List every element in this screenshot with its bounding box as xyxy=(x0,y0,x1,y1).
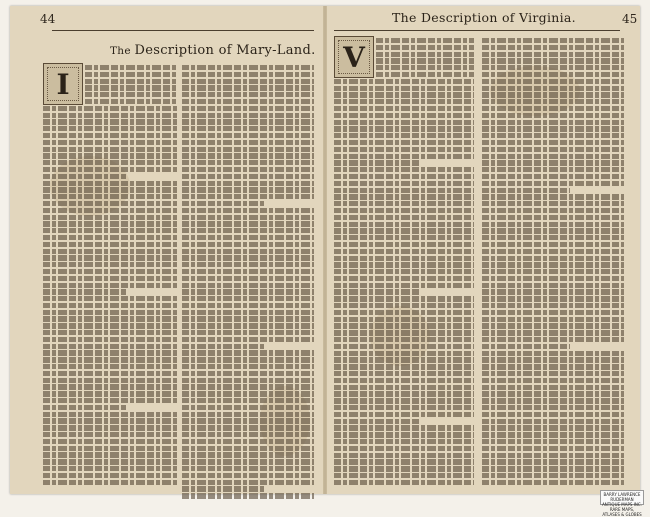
text-line xyxy=(334,160,421,165)
text-line xyxy=(482,473,624,478)
text-line xyxy=(182,432,314,437)
text-line xyxy=(43,439,177,444)
text-line xyxy=(334,364,474,369)
text-line xyxy=(482,249,624,254)
text-line xyxy=(482,92,624,97)
text-line xyxy=(482,99,624,104)
text-line xyxy=(182,85,314,90)
text-line xyxy=(43,473,177,478)
text-line xyxy=(43,384,177,389)
text-line xyxy=(482,412,624,417)
text-line xyxy=(182,289,314,294)
text-line xyxy=(334,167,474,172)
text-line xyxy=(334,79,474,84)
text-line xyxy=(43,153,177,158)
text-line xyxy=(334,256,474,261)
text-line xyxy=(182,398,314,403)
text-line xyxy=(482,201,624,206)
text-line xyxy=(182,262,314,267)
text-line xyxy=(43,405,126,410)
text-line xyxy=(376,45,474,50)
text-line xyxy=(43,242,177,247)
text-line xyxy=(182,323,314,328)
text-line xyxy=(482,58,624,63)
text-line xyxy=(182,350,314,355)
text-line xyxy=(482,65,624,70)
text-line xyxy=(482,86,624,91)
text-line xyxy=(182,486,264,491)
text-line xyxy=(334,106,474,111)
text-line xyxy=(43,235,177,240)
text-line xyxy=(43,323,177,328)
right-page xyxy=(326,6,640,494)
text-line xyxy=(482,106,624,111)
text-line xyxy=(182,303,314,308)
text-line xyxy=(43,364,177,369)
drop-cap: I xyxy=(43,63,83,105)
text-line xyxy=(182,480,314,485)
text-line xyxy=(43,337,177,342)
text-line xyxy=(43,167,177,172)
text-line xyxy=(482,140,624,145)
text-column-1 xyxy=(43,65,177,486)
text-line xyxy=(182,79,314,84)
text-line xyxy=(482,113,624,118)
text-line xyxy=(43,452,177,457)
text-line xyxy=(182,167,314,172)
text-line xyxy=(182,412,314,417)
text-line xyxy=(482,466,624,471)
text-line xyxy=(182,72,314,77)
text-line xyxy=(334,92,474,97)
text-line xyxy=(43,466,177,471)
text-line xyxy=(482,45,624,50)
text-line xyxy=(482,208,624,213)
text-line xyxy=(182,405,314,410)
text-line xyxy=(334,473,474,478)
text-line xyxy=(43,160,177,165)
text-line xyxy=(482,432,624,437)
text-line xyxy=(182,418,314,423)
text-line xyxy=(182,187,314,192)
header-rule xyxy=(52,30,314,31)
text-line xyxy=(182,452,314,457)
text-line xyxy=(43,276,177,281)
text-line xyxy=(482,154,624,159)
text-line xyxy=(43,140,177,145)
text-line xyxy=(482,256,624,261)
text-line xyxy=(482,147,624,152)
text-line xyxy=(376,52,474,57)
text-line xyxy=(182,439,314,444)
text-line xyxy=(43,147,177,152)
text-line xyxy=(334,378,474,383)
text-line xyxy=(482,215,624,220)
text-line xyxy=(182,201,264,206)
text-line xyxy=(482,160,624,165)
text-line xyxy=(43,283,177,288)
text-line xyxy=(182,153,314,158)
text-line xyxy=(43,357,177,362)
text-line xyxy=(334,235,474,240)
text-line xyxy=(182,344,264,349)
text-line xyxy=(482,453,624,458)
text-line xyxy=(334,480,474,485)
text-line xyxy=(43,133,177,138)
text-line xyxy=(334,269,474,274)
text-line xyxy=(43,262,177,267)
text-line xyxy=(482,391,624,396)
text-line xyxy=(334,181,474,186)
text-line xyxy=(482,262,624,267)
text-line xyxy=(182,283,314,288)
text-line xyxy=(85,99,177,104)
text-line xyxy=(482,174,624,179)
text-line xyxy=(182,194,314,199)
text-line xyxy=(334,242,474,247)
text-line xyxy=(182,364,314,369)
text-line xyxy=(182,208,314,213)
text-line xyxy=(334,303,474,308)
text-line xyxy=(482,303,624,308)
text-line xyxy=(182,316,314,321)
text-line xyxy=(43,330,177,335)
text-line xyxy=(334,439,474,444)
text-line xyxy=(182,65,314,70)
text-line xyxy=(182,99,314,104)
text-line xyxy=(376,72,474,77)
text-line xyxy=(334,391,474,396)
text-line xyxy=(334,276,474,281)
text-line xyxy=(182,276,314,281)
text-line xyxy=(334,419,421,424)
text-line xyxy=(482,405,624,410)
text-line xyxy=(182,371,314,376)
dealer-label: BARRY LAWRENCE RUDERMAN ANTIQUE MAPS INC. RARE MAPS, ATLASES & GLOBES xyxy=(600,490,644,505)
text-line xyxy=(334,249,474,254)
text-line xyxy=(482,194,624,199)
text-line xyxy=(43,215,177,220)
text-line xyxy=(482,296,624,301)
text-line xyxy=(482,283,624,288)
text-line xyxy=(334,99,474,104)
text-line xyxy=(482,439,624,444)
text-line xyxy=(482,167,624,172)
text-line xyxy=(482,323,624,328)
text-line xyxy=(334,86,474,91)
left-page xyxy=(10,6,324,494)
text-line xyxy=(334,310,474,315)
text-line xyxy=(85,85,177,90)
text-line xyxy=(85,92,177,97)
text-line xyxy=(182,242,314,247)
text-line xyxy=(85,79,177,84)
text-line xyxy=(334,215,474,220)
text-line xyxy=(482,242,624,247)
text-line xyxy=(334,412,474,417)
text-line xyxy=(182,425,314,430)
text-line xyxy=(334,201,474,206)
text-line xyxy=(334,188,474,193)
text-line xyxy=(182,181,314,186)
text-line xyxy=(334,228,474,233)
text-line xyxy=(182,174,314,179)
text-line xyxy=(482,344,570,349)
text-line xyxy=(334,126,474,131)
text-line xyxy=(482,222,624,227)
text-line xyxy=(182,221,314,226)
text-line xyxy=(182,126,314,131)
text-line xyxy=(182,493,314,498)
text-line xyxy=(43,378,177,383)
text-line xyxy=(334,425,474,430)
text-line xyxy=(376,38,474,43)
text-line xyxy=(482,276,624,281)
text-line xyxy=(482,385,624,390)
text-column-2 xyxy=(482,38,624,487)
text-line xyxy=(334,337,474,342)
text-line xyxy=(482,228,624,233)
text-line xyxy=(482,52,624,57)
text-line xyxy=(182,113,314,118)
text-line xyxy=(482,419,624,424)
text-line xyxy=(482,188,570,193)
text-line xyxy=(334,154,474,159)
text-line xyxy=(482,459,624,464)
text-line xyxy=(482,371,624,376)
text-line xyxy=(182,446,314,451)
text-line xyxy=(482,337,624,342)
text-line xyxy=(334,113,474,118)
text-line xyxy=(482,480,624,485)
text-line xyxy=(482,38,624,43)
text-line xyxy=(43,201,177,206)
text-line xyxy=(482,235,624,240)
text-line xyxy=(43,412,177,417)
text-line xyxy=(43,119,177,124)
text-line xyxy=(182,473,314,478)
text-line xyxy=(334,385,474,390)
text-line xyxy=(482,378,624,383)
text-line xyxy=(376,65,474,70)
text-line xyxy=(334,317,474,322)
text-line xyxy=(182,255,314,260)
text-line xyxy=(482,357,624,362)
text-line xyxy=(334,398,474,403)
text-line xyxy=(43,249,177,254)
text-line xyxy=(43,418,177,423)
text-line xyxy=(43,446,177,451)
text-line xyxy=(182,296,314,301)
page-number: 45 xyxy=(622,12,638,26)
text-line xyxy=(334,323,474,328)
text-line xyxy=(482,79,624,84)
text-line xyxy=(334,262,474,267)
text-line xyxy=(85,65,177,70)
text-line xyxy=(482,120,624,125)
text-line xyxy=(482,133,624,138)
text-line xyxy=(482,351,624,356)
text-line xyxy=(334,222,474,227)
text-line xyxy=(334,344,474,349)
text-line xyxy=(334,371,474,376)
text-line xyxy=(43,316,177,321)
text-line xyxy=(43,344,177,349)
text-line xyxy=(182,357,314,362)
text-line xyxy=(43,106,177,111)
text-line xyxy=(334,174,474,179)
text-line xyxy=(334,296,474,301)
text-line xyxy=(43,350,177,355)
text-line xyxy=(482,72,624,77)
text-line xyxy=(182,337,314,342)
text-line xyxy=(43,194,177,199)
text-line xyxy=(43,126,177,131)
text-line xyxy=(43,208,177,213)
text-line xyxy=(182,459,314,464)
text-line xyxy=(334,208,474,213)
text-line xyxy=(182,119,314,124)
text-line xyxy=(182,92,314,97)
text-line xyxy=(334,459,474,464)
text-line xyxy=(182,384,314,389)
text-line xyxy=(334,432,474,437)
text-line xyxy=(43,303,177,308)
text-line xyxy=(85,72,177,77)
text-line xyxy=(334,283,474,288)
text-column-2 xyxy=(182,65,314,500)
text-line xyxy=(182,310,314,315)
text-line xyxy=(482,425,624,430)
text-line xyxy=(43,432,177,437)
text-line xyxy=(43,221,177,226)
text-line xyxy=(182,235,314,240)
text-line xyxy=(334,133,474,138)
text-line xyxy=(182,147,314,152)
text-line xyxy=(182,378,314,383)
text-line xyxy=(182,330,314,335)
text-line xyxy=(182,133,314,138)
text-line xyxy=(376,58,474,63)
text-line xyxy=(43,425,177,430)
text-line xyxy=(482,330,624,335)
text-line xyxy=(482,364,624,369)
text-line xyxy=(482,126,624,131)
text-line xyxy=(482,181,624,186)
text-line xyxy=(43,113,177,118)
text-line xyxy=(182,160,314,165)
text-line xyxy=(334,351,474,356)
text-line xyxy=(43,398,177,403)
text-line xyxy=(182,106,314,111)
text-line xyxy=(334,466,474,471)
text-line xyxy=(482,398,624,403)
text-line xyxy=(182,269,314,274)
text-line xyxy=(334,330,474,335)
text-line xyxy=(182,215,314,220)
text-line xyxy=(43,269,177,274)
text-line xyxy=(482,317,624,322)
text-line xyxy=(43,228,177,233)
text-line xyxy=(182,391,314,396)
text-line xyxy=(43,296,177,301)
text-line xyxy=(334,453,474,458)
text-line xyxy=(43,459,177,464)
text-line xyxy=(43,174,126,179)
text-line xyxy=(482,310,624,315)
text-column-1 xyxy=(334,38,474,487)
text-line xyxy=(334,289,421,294)
text-line xyxy=(43,371,177,376)
text-line xyxy=(334,357,474,362)
header-rule xyxy=(334,30,620,31)
text-line xyxy=(43,480,177,485)
text-line xyxy=(43,181,177,186)
page-title: The Description of Mary-Land. xyxy=(110,43,316,58)
page-number: 44 xyxy=(40,12,56,26)
text-line xyxy=(334,446,474,451)
text-line xyxy=(334,140,474,145)
page-title: The Description of Virginia. xyxy=(392,10,576,25)
text-line xyxy=(43,310,177,315)
text-line xyxy=(482,289,624,294)
text-line xyxy=(182,140,314,145)
text-line xyxy=(182,249,314,254)
text-line xyxy=(334,147,474,152)
text-line xyxy=(43,391,177,396)
text-line xyxy=(182,466,314,471)
text-line xyxy=(334,194,474,199)
text-line xyxy=(43,289,126,294)
book-spread xyxy=(10,6,640,494)
text-line xyxy=(334,405,474,410)
text-line xyxy=(334,120,474,125)
drop-cap: V xyxy=(334,36,374,78)
text-line xyxy=(43,187,177,192)
text-line xyxy=(43,255,177,260)
text-line xyxy=(182,228,314,233)
text-line xyxy=(482,446,624,451)
text-line xyxy=(482,269,624,274)
